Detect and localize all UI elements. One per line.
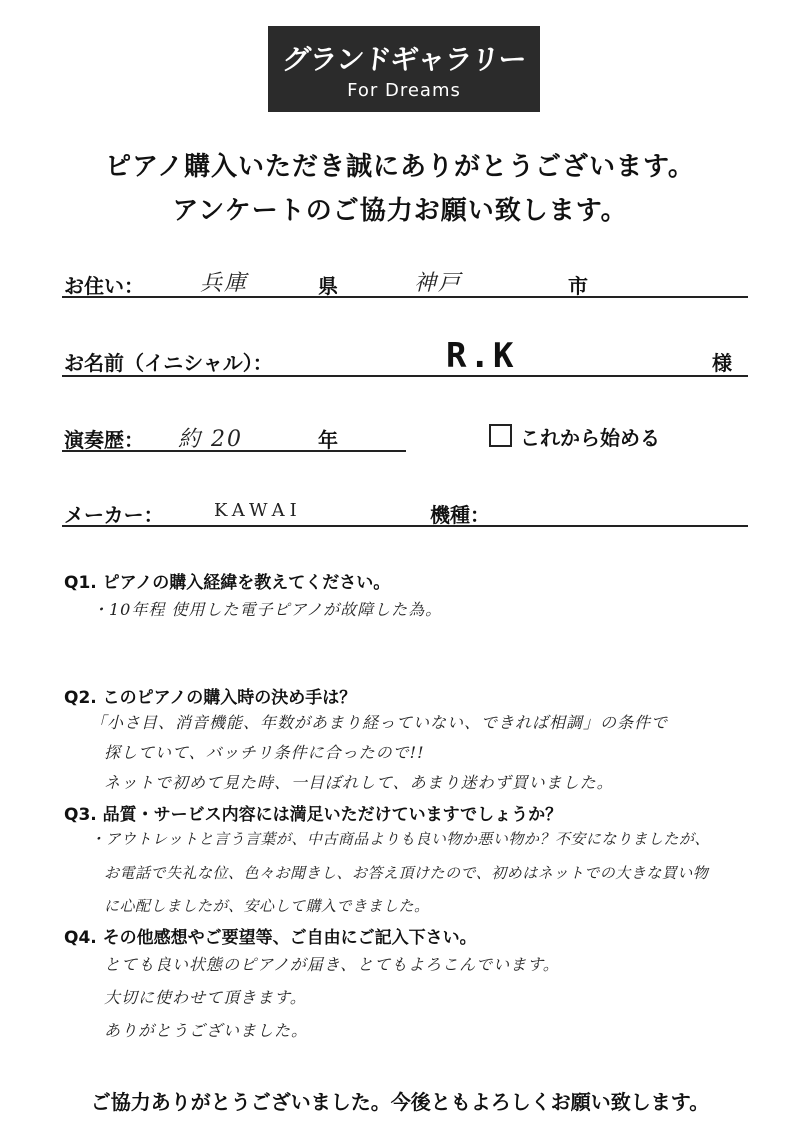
question-2: Q2. このピアノの購入時の決め手は？ [64,688,357,708]
history-value: 約 20 [178,427,243,452]
history-label: 演奏歴： [64,428,144,452]
question-1: Q1. ピアノの購入経緯を教えてください。 [64,573,391,593]
maker-underline [62,525,748,527]
brand-logo [268,26,540,112]
logo-brand-text: グランドギャラリー [280,43,528,76]
address-underline [62,296,748,298]
address-label: お住い： [64,274,144,298]
question-4: Q4. その他感想やご要望等、ご自由にご記入下さい。 [64,928,477,948]
answer-2-line-2: 探していて、バッチリ条件に合ったので!! [104,743,425,762]
answer-1-line-1: ・10年程 使用した電子ピアノが故障した為。 [92,600,443,619]
name-underline [62,375,748,377]
thank-you-heading: ピアノ購入いただき誠にありがとうございます。 [105,152,695,182]
beginner-checkbox[interactable] [489,424,512,447]
answer-2-line-3: ネットで初めて見た時、一目ぼれして、あまり迷わず買いました。 [104,773,614,792]
name-suffix: 様 [712,351,732,375]
answer-2-line-1: 「小さ目、消音機能、年数があまり経っていない、できれば相調」の条件で [90,713,669,732]
closing-message: ご協力ありがとうございました。今後ともよろしくお願い致します。 [90,1090,710,1114]
model-label: 機種： [430,503,490,527]
maker-value: KAWAI [214,500,302,521]
name-initials-value: R.K [446,336,517,376]
answer-4-line-2: 大切に使わせて頂きます。 [104,988,307,1007]
prefecture-value: 兵庫 [200,271,249,296]
city-unit: 市 [568,274,588,298]
answer-4-line-1: とても良い状態のピアノが届き、とてもよろこんでいます。 [104,955,560,974]
history-underline [62,450,406,452]
survey-request-heading: アンケートのご協力お願い致します。 [172,196,628,226]
answer-3-line-2: お電話で失礼な位、色々お聞きし、お答え頂けたので、初めはネットでの大きな買い物 [104,864,709,882]
logo-tagline: For Dreams [347,80,461,101]
answer-3-line-3: に心配しましたが、安心して購入できました。 [104,897,430,915]
history-unit: 年 [318,428,338,452]
answer-4-line-3: ありがとうございました。 [104,1021,309,1040]
question-3: Q3. 品質・サービス内容には満足いただけていますでしょうか？ [64,805,563,825]
prefecture-unit: 県 [318,274,338,298]
city-value: 神戸 [414,271,463,296]
name-label: お名前（イニシャル）： [64,351,273,375]
beginner-label: これから始める [520,426,660,450]
answer-3-line-1: ・アウトレットと言う言葉が、中古商品よりも良い物か悪い物か？不安になりましたが、 [90,830,710,848]
maker-label: メーカー： [64,503,164,527]
